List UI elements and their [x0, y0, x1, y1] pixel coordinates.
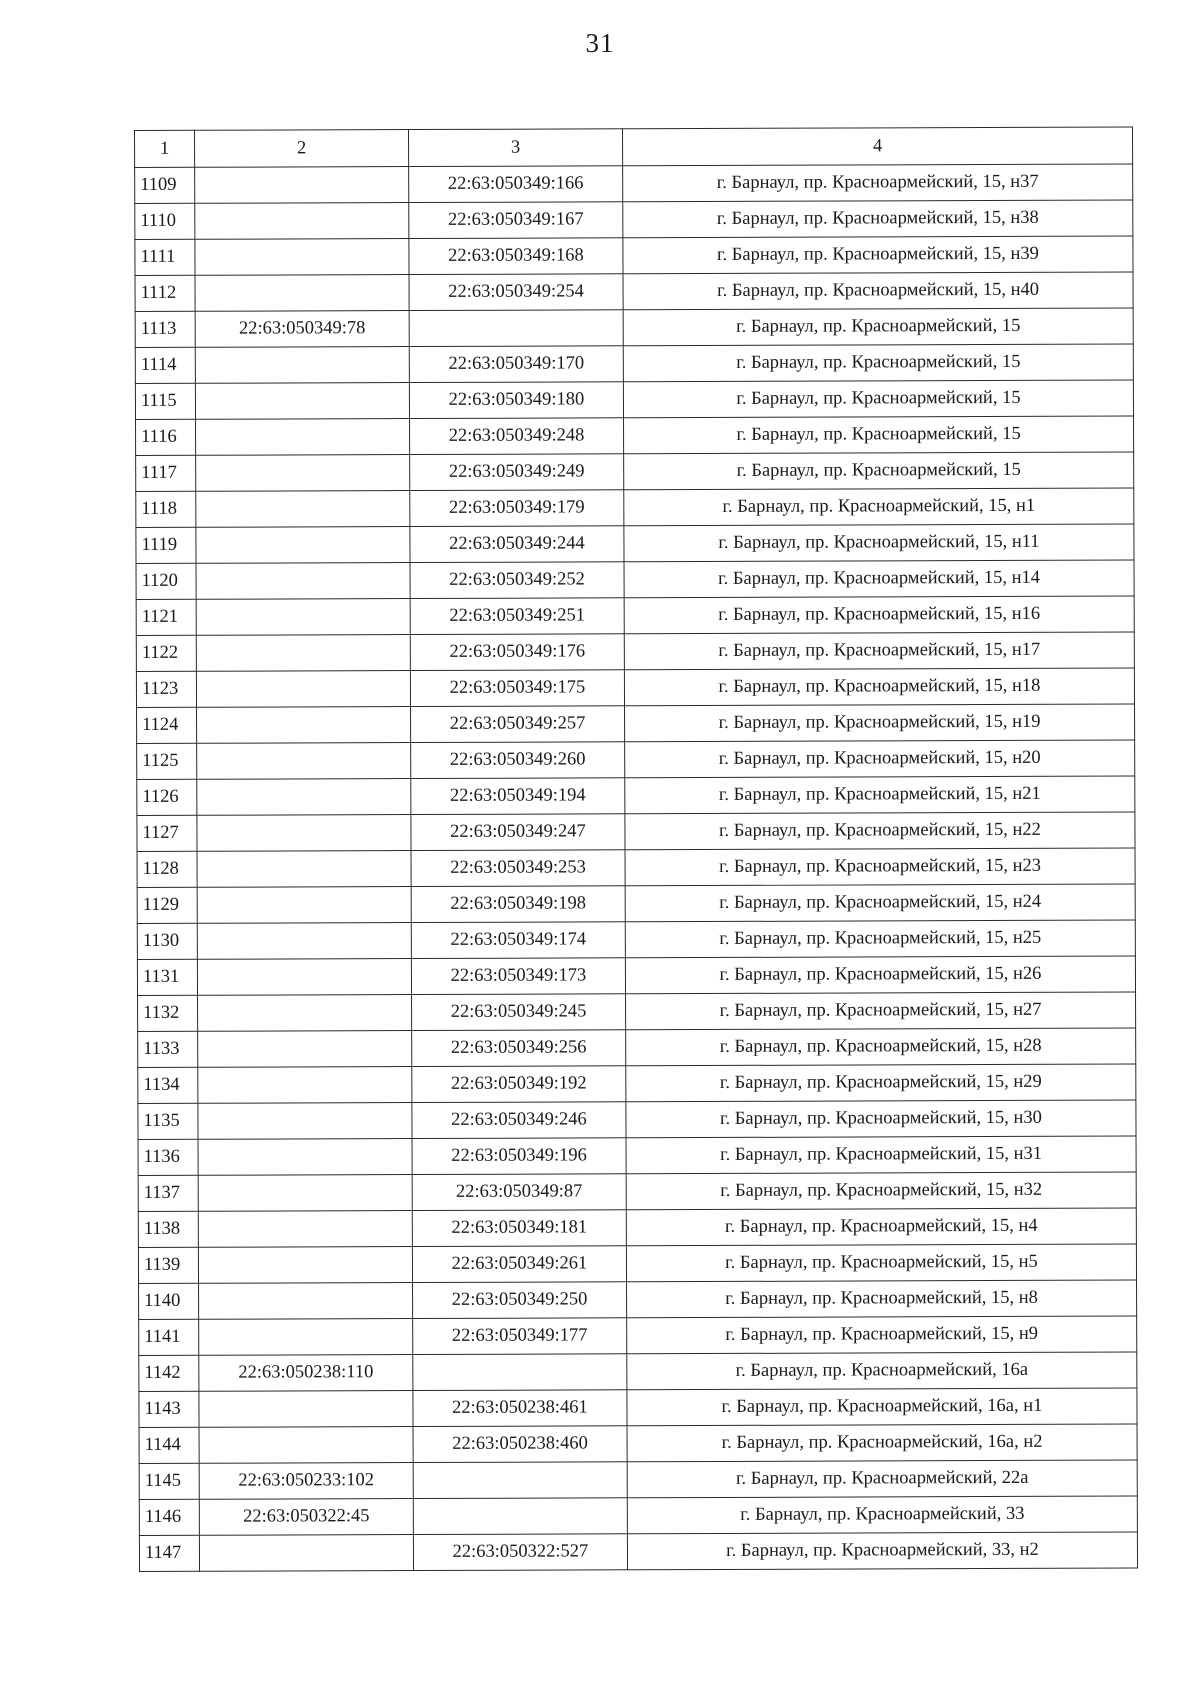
row-number-cell: 1123 — [136, 671, 196, 707]
premises-cadastral-cell: 22:63:050349:257 — [411, 706, 625, 743]
premises-cadastral-cell: 22:63:050349:256 — [412, 1030, 626, 1067]
land-plot-cadastral-cell — [199, 1391, 413, 1428]
table-row — [139, 1316, 1137, 1355]
row-number-cell: 1122 — [136, 635, 196, 671]
table-row — [138, 1208, 1136, 1247]
land-plot-cadastral-cell — [196, 599, 410, 636]
premises-cadastral-cell: 22:63:050349:245 — [412, 994, 626, 1031]
address-cell: г. Барнаул, пр. Красноармейский, 15, н39 — [623, 236, 1133, 274]
table-row — [136, 452, 1134, 491]
land-plot-cadastral-cell — [195, 275, 409, 312]
address-cell: г. Барнаул, пр. Красноармейский, 15, н27 — [626, 992, 1136, 1030]
premises-cadastral-cell: 22:63:050349:251 — [410, 598, 624, 635]
row-number-cell: 1112 — [135, 275, 195, 311]
row-number-cell: 1111 — [135, 239, 195, 275]
premises-cadastral-cell: 22:63:050349:248 — [410, 418, 624, 455]
row-number-cell: 1141 — [139, 1319, 199, 1355]
land-plot-cadastral-cell — [197, 707, 411, 744]
address-cell: г. Барнаул, пр. Красноармейский, 15, н30 — [626, 1100, 1136, 1138]
address-cell: г. Барнаул, пр. Красноармейский, 33, н2 — [627, 1532, 1137, 1570]
address-cell: г. Барнаул, пр. Красноармейский, 16а, н1 — [627, 1388, 1137, 1426]
table-row — [136, 524, 1134, 563]
land-plot-cadastral-cell — [195, 167, 409, 204]
address-cell: г. Барнаул, пр. Красноармейский, 15 — [623, 380, 1133, 418]
address-cell: г. Барнаул, пр. Красноармейский, 15, н23 — [625, 848, 1135, 886]
premises-cadastral-cell: 22:63:050238:461 — [413, 1390, 627, 1427]
address-cell: г. Барнаул, пр. Красноармейский, 15, н29 — [626, 1064, 1136, 1102]
address-cell: г. Барнаул, пр. Красноармейский, 15 — [623, 308, 1133, 346]
land-plot-cadastral-cell — [196, 563, 410, 600]
land-plot-cadastral-cell — [198, 1139, 412, 1176]
premises-cadastral-cell: 22:63:050349:260 — [411, 742, 625, 779]
table-row — [135, 380, 1133, 419]
address-cell: г. Барнаул, пр. Красноармейский, 15, н26 — [625, 956, 1135, 994]
table-row — [139, 1460, 1137, 1499]
land-plot-cadastral-cell — [196, 671, 410, 708]
address-cell: г. Барнаул, пр. Красноармейский, 15, н4 — [626, 1208, 1136, 1246]
land-plot-cadastral-cell — [196, 527, 410, 564]
table-row — [137, 920, 1135, 959]
address-cell: г. Барнаул, пр. Красноармейский, 15, н28 — [626, 1028, 1136, 1066]
table-row — [139, 1424, 1137, 1463]
address-cell: г. Барнаул, пр. Красноармейский, 15, н8 — [627, 1280, 1137, 1318]
premises-cadastral-cell: 22:63:050349:166 — [409, 166, 623, 203]
land-plot-cadastral-cell: 22:63:050238:110 — [199, 1355, 413, 1392]
address-cell: г. Барнаул, пр. Красноармейский, 15, н9 — [627, 1316, 1137, 1354]
address-cell: г. Барнаул, пр. Красноармейский, 15 — [624, 416, 1134, 454]
table-row — [137, 704, 1135, 743]
column-header-3: 3 — [409, 129, 623, 167]
row-number-cell: 1137 — [138, 1175, 198, 1211]
land-plot-cadastral-cell — [198, 1103, 412, 1140]
row-number-cell: 1125 — [137, 743, 197, 779]
table-row — [135, 236, 1133, 275]
header-row — [135, 127, 1133, 167]
premises-cadastral-cell: 22:63:050349:180 — [409, 382, 623, 419]
address-cell: г. Барнаул, пр. Красноармейский, 16а — [627, 1352, 1137, 1390]
row-number-cell: 1138 — [138, 1211, 198, 1247]
row-number-cell: 1130 — [137, 923, 197, 959]
table-row — [135, 344, 1133, 383]
table-row — [137, 848, 1135, 887]
premises-cadastral-cell: 22:63:050349:196 — [412, 1138, 626, 1175]
land-plot-cadastral-cell — [197, 815, 411, 852]
table-row — [136, 668, 1134, 707]
land-plot-cadastral-cell — [198, 1031, 412, 1068]
row-number-cell: 1131 — [137, 959, 197, 995]
premises-cadastral-cell: 22:63:050349:170 — [409, 346, 623, 383]
premises-cadastral-cell — [409, 310, 623, 347]
address-cell: г. Барнаул, пр. Красноармейский, 15 — [624, 452, 1134, 490]
premises-cadastral-cell: 22:63:050349:249 — [410, 454, 624, 491]
row-number-cell: 1110 — [135, 203, 195, 239]
address-cell: г. Барнаул, пр. Красноармейский, 15, н38 — [623, 200, 1133, 238]
land-plot-cadastral-cell — [198, 1247, 412, 1284]
table-row — [136, 488, 1134, 527]
premises-cadastral-cell: 22:63:050349:167 — [409, 202, 623, 239]
table-row — [138, 1136, 1136, 1175]
land-plot-cadastral-cell — [198, 1175, 412, 1212]
table-row — [139, 1496, 1137, 1535]
land-plot-cadastral-cell — [199, 1319, 413, 1356]
row-number-cell: 1136 — [138, 1139, 198, 1175]
table-row — [138, 1244, 1136, 1283]
address-cell: г. Барнаул, пр. Красноармейский, 15 — [623, 344, 1133, 382]
table-row — [137, 776, 1135, 815]
table-row — [137, 884, 1135, 923]
premises-cadastral-cell: 22:63:050238:460 — [413, 1426, 627, 1463]
table-row — [139, 1280, 1137, 1319]
row-number-cell: 1132 — [138, 995, 198, 1031]
column-header-2: 2 — [195, 130, 409, 168]
land-plot-cadastral-cell — [198, 1211, 412, 1248]
land-plot-cadastral-cell — [199, 1427, 413, 1464]
table-row — [137, 812, 1135, 851]
premises-cadastral-cell — [413, 1462, 627, 1499]
premises-cadastral-cell: 22:63:050349:168 — [409, 238, 623, 275]
address-cell: г. Барнаул, пр. Красноармейский, 15, н19 — [625, 704, 1135, 742]
address-cell: г. Барнаул, пр. Красноармейский, 15, н5 — [626, 1244, 1136, 1282]
table-row — [136, 416, 1134, 455]
premises-cadastral-cell — [413, 1354, 627, 1391]
address-cell: г. Барнаул, пр. Красноармейский, 15, н24 — [625, 884, 1135, 922]
row-number-cell: 1128 — [137, 851, 197, 887]
row-number-cell: 1133 — [138, 1031, 198, 1067]
row-number-cell: 1134 — [138, 1067, 198, 1103]
premises-cadastral-cell: 22:63:050349:244 — [410, 526, 624, 563]
table-row — [139, 1352, 1137, 1391]
land-plot-cadastral-cell: 22:63:050233:102 — [199, 1463, 413, 1500]
address-cell: г. Барнаул, пр. Красноармейский, 16а, н2 — [627, 1424, 1137, 1462]
table-body — [135, 164, 1138, 1571]
row-number-cell: 1115 — [135, 383, 195, 419]
land-plot-cadastral-cell — [195, 203, 409, 240]
address-cell: г. Барнаул, пр. Красноармейский, 15, н25 — [625, 920, 1135, 958]
premises-cadastral-cell: 22:63:050349:194 — [411, 778, 625, 815]
land-plot-cadastral-cell — [196, 455, 410, 492]
address-cell: г. Барнаул, пр. Красноармейский, 15, н16 — [624, 596, 1134, 634]
row-number-cell: 1109 — [135, 167, 195, 203]
row-number-cell: 1124 — [137, 707, 197, 743]
address-cell: г. Барнаул, пр. Красноармейский, 15, н32 — [626, 1172, 1136, 1210]
row-number-cell: 1116 — [136, 419, 196, 455]
land-plot-cadastral-cell — [197, 923, 411, 960]
column-header-1: 1 — [135, 130, 195, 167]
land-plot-cadastral-cell — [197, 887, 411, 924]
premises-cadastral-cell: 22:63:050349:175 — [410, 670, 624, 707]
address-cell: г. Барнаул, пр. Красноармейский, 15, н21 — [625, 776, 1135, 814]
row-number-cell: 1118 — [136, 491, 196, 527]
land-plot-cadastral-cell — [199, 1283, 413, 1320]
table-row — [136, 596, 1134, 635]
row-number-cell: 1147 — [139, 1535, 199, 1571]
address-cell: г. Барнаул, пр. Красноармейский, 15, н14 — [624, 560, 1134, 598]
row-number-cell: 1145 — [139, 1463, 199, 1499]
premises-cadastral-cell: 22:63:050349:179 — [410, 490, 624, 527]
premises-cadastral-cell: 22:63:050349:198 — [411, 886, 625, 923]
premises-cadastral-cell: 22:63:050349:176 — [410, 634, 624, 671]
table-row — [139, 1532, 1137, 1571]
premises-cadastral-cell: 22:63:050349:261 — [412, 1246, 626, 1283]
premises-cadastral-cell: 22:63:050349:250 — [413, 1282, 627, 1319]
row-number-cell: 1144 — [139, 1427, 199, 1463]
row-number-cell: 1119 — [136, 527, 196, 563]
row-number-cell: 1127 — [137, 815, 197, 851]
table-row — [138, 1064, 1136, 1103]
table-row — [135, 308, 1133, 347]
table-row — [138, 1172, 1136, 1211]
address-cell: г. Барнаул, пр. Красноармейский, 15, н20 — [625, 740, 1135, 778]
land-plot-cadastral-cell — [197, 779, 411, 816]
row-number-cell: 1135 — [138, 1103, 198, 1139]
row-number-cell: 1114 — [135, 347, 195, 383]
row-number-cell: 1117 — [136, 455, 196, 491]
row-number-cell: 1120 — [136, 563, 196, 599]
row-number-cell: 1121 — [136, 599, 196, 635]
land-plot-cadastral-cell — [197, 851, 411, 888]
premises-cadastral-cell: 22:63:050349:192 — [412, 1066, 626, 1103]
land-plot-cadastral-cell — [198, 995, 412, 1032]
row-number-cell: 1126 — [137, 779, 197, 815]
premises-cadastral-cell: 22:63:050322:527 — [413, 1534, 627, 1571]
land-plot-cadastral-cell: 22:63:050322:45 — [199, 1499, 413, 1536]
land-plot-cadastral-cell — [197, 959, 411, 996]
address-cell: г. Барнаул, пр. Красноармейский, 15, н37 — [623, 164, 1133, 202]
row-number-cell: 1113 — [135, 311, 195, 347]
premises-cadastral-cell: 22:63:050349:174 — [411, 922, 625, 959]
premises-cadastral-cell: 22:63:050349:253 — [411, 850, 625, 887]
table-row — [138, 1100, 1136, 1139]
land-plot-cadastral-cell: 22:63:050349:78 — [195, 311, 409, 348]
row-number-cell: 1140 — [139, 1283, 199, 1319]
premises-cadastral-cell: 22:63:050349:177 — [413, 1318, 627, 1355]
premises-cadastral-cell: 22:63:050349:87 — [412, 1174, 626, 1211]
land-plot-cadastral-cell — [195, 347, 409, 384]
land-plot-cadastral-cell — [199, 1535, 413, 1572]
table-row — [138, 1028, 1136, 1067]
table-row — [137, 740, 1135, 779]
address-cell: г. Барнаул, пр. Красноармейский, 33 — [627, 1496, 1137, 1534]
land-plot-cadastral-cell — [196, 635, 410, 672]
row-number-cell: 1129 — [137, 887, 197, 923]
address-cell: г. Барнаул, пр. Красноармейский, 15, н40 — [623, 272, 1133, 310]
table-row — [138, 992, 1136, 1031]
land-plot-cadastral-cell — [198, 1067, 412, 1104]
premises-cadastral-cell: 22:63:050349:247 — [411, 814, 625, 851]
address-cell: г. Барнаул, пр. Красноармейский, 15, н22 — [625, 812, 1135, 850]
table-row — [136, 560, 1134, 599]
row-number-cell: 1146 — [139, 1499, 199, 1535]
address-cell: г. Барнаул, пр. Красноармейский, 15, н1 — [624, 488, 1134, 526]
table-row — [135, 164, 1133, 203]
address-cell: г. Барнаул, пр. Красноармейский, 15, н17 — [624, 632, 1134, 670]
land-plot-cadastral-cell — [196, 491, 410, 528]
row-number-cell: 1142 — [139, 1355, 199, 1391]
table-row — [136, 632, 1134, 671]
column-header-4: 4 — [622, 127, 1132, 166]
table-row — [135, 200, 1133, 239]
table-row — [137, 956, 1135, 995]
premises-cadastral-cell: 22:63:050349:246 — [412, 1102, 626, 1139]
premises-cadastral-cell: 22:63:050349:173 — [411, 958, 625, 995]
table-header — [135, 127, 1133, 167]
row-number-cell: 1139 — [138, 1247, 198, 1283]
table-row — [135, 272, 1133, 311]
address-cell: г. Барнаул, пр. Красноармейский, 15, н11 — [624, 524, 1134, 562]
address-cell: г. Барнаул, пр. Красноармейский, 15, н18 — [624, 668, 1134, 706]
row-number-cell: 1143 — [139, 1391, 199, 1427]
premises-cadastral-cell: 22:63:050349:254 — [409, 274, 623, 311]
premises-cadastral-cell — [413, 1498, 627, 1535]
land-plot-cadastral-cell — [196, 419, 410, 456]
premises-cadastral-cell: 22:63:050349:181 — [412, 1210, 626, 1247]
table-row — [139, 1388, 1137, 1427]
page-number: 31 — [585, 28, 615, 58]
land-plot-cadastral-cell — [195, 383, 409, 420]
registry-table — [134, 127, 1138, 1572]
premises-cadastral-cell: 22:63:050349:252 — [410, 562, 624, 599]
address-cell: г. Барнаул, пр. Красноармейский, 15, н31 — [626, 1136, 1136, 1174]
land-plot-cadastral-cell — [195, 239, 409, 276]
land-plot-cadastral-cell — [197, 743, 411, 780]
address-cell: г. Барнаул, пр. Красноармейский, 22а — [627, 1460, 1137, 1498]
